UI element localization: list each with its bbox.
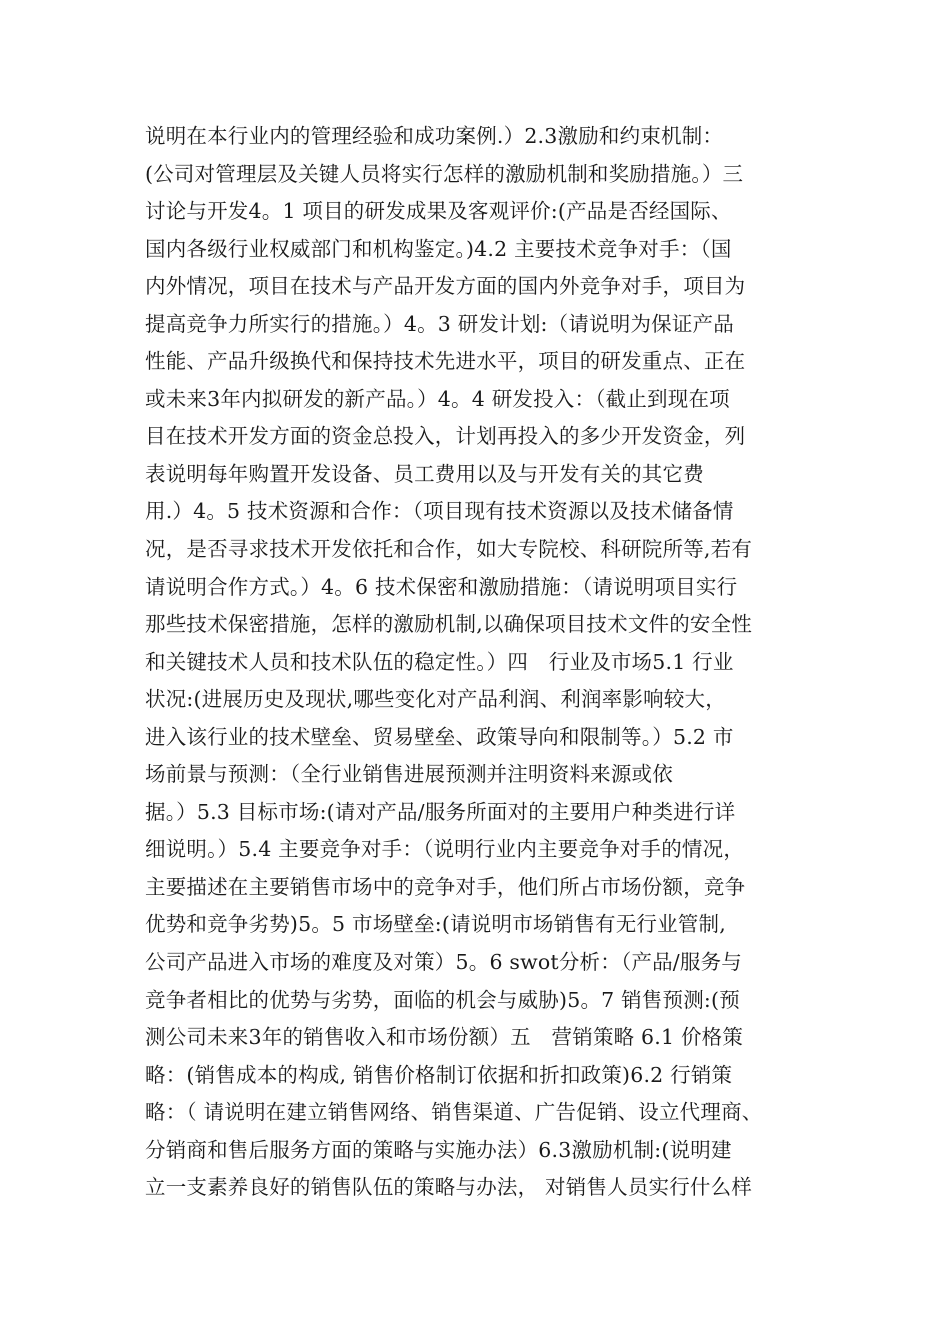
text-line: (公司对管理层及关键人员将实行怎样的激励机制和奖励措施。）三 <box>145 161 744 186</box>
text-line: 状况:(进展历史及现状,哪些变化对产品利润、利润率影响较大， <box>145 687 726 712</box>
text-line: 略：（ 请说明在建立销售网络、销售渠道、广告促销、设立代理商、 <box>145 1100 763 1125</box>
text-line: 目在技术开发方面的资金总投入，计划再投入的多少开发资金，列 <box>145 424 746 449</box>
text-line: 国内各级行业权威部门和机构鉴定。)4.2 主要技术竞争对手：（国 <box>145 236 732 261</box>
text-line: 优势和竞争劣势)5。5 市场壁垒:(请说明市场销售有无行业管制, <box>145 912 726 937</box>
text-line: 况，是否寻求技术开发依托和合作，如大专院校、科研院所等,若有 <box>145 537 753 562</box>
text-line: 或未来3年内拟研发的新产品。）4。4 研发投入：（截止到现在项 <box>145 386 730 411</box>
text-line: 性能、产品升级换代和保持技术先进水平，项目的研发重点、正在 <box>145 349 746 374</box>
text-line: 主要描述在主要销售市场中的竞争对手，他们所占市场份额，竞争 <box>145 874 746 899</box>
text-line: 进入该行业的技术壁垒、贸易壁垒、政策导向和限制等。）5.2 市 <box>145 724 734 749</box>
text-line: 讨论与开发4。1 项目的研发成果及客观评价:(产品是否经国际、 <box>145 199 732 224</box>
text-line: 测公司未来3年的销售收入和市场份额）五 营销策略 6.1 价格策 <box>145 1025 744 1050</box>
text-line: 和关键技术人员和技术队伍的稳定性。）四 行业及市场5.1 行业 <box>145 649 734 674</box>
text-line: 内外情况，项目在技术与产品开发方面的国内外竞争对手，项目为 <box>145 274 746 299</box>
text-line: 公司产品进入市场的难度及对策）5。6 swot分析：（产品/服务与 <box>145 950 743 975</box>
text-line: 据。）5.3 目标市场:(请对产品/服务所面对的主要用户种类进行详 <box>145 799 736 824</box>
text-line: 场前景与预测：（全行业销售进展预测并注明资料来源或依 <box>145 762 673 787</box>
text-line: 那些技术保密措施，怎样的激励机制,以确保项目技术文件的安全性 <box>145 612 753 637</box>
text-line: 请说明合作方式。）4。6 技术保密和激励措施：（请说明项目实行 <box>145 574 738 599</box>
text-line: 细说明。）5.4 主要竞争对手：（说明行业内主要竞争对手的情况， <box>145 837 745 862</box>
text-line: 用.）4。5 技术资源和合作：（项目现有技术资源以及技术储备情 <box>145 499 734 524</box>
text-line: 竞争者相比的优势与劣势，面临的机会与威胁)5。7 销售预测:(预 <box>145 987 740 1012</box>
text-line: 略：(销售成本的构成, 销售价格制订依据和折扣政策)6.2 行销策 <box>145 1062 733 1087</box>
body-text <box>145 118 810 1207</box>
text-line: 立一支素养良好的销售队伍的策略与办法， 对销售人员实行什么样 <box>145 1175 753 1200</box>
text-line: 提高竞争力所实行的措施。）4。3 研发计划:（请说明为保证产品 <box>145 311 734 336</box>
text-line: 分销商和售后服务方面的策略与实施办法）6.3激励机制:(说明建 <box>145 1137 732 1162</box>
text-line: 表说明每年购置开发设备、员工费用以及与开发有关的其它费 <box>145 461 704 486</box>
text-line: 说明在本行业内的管理经验和成功案例.）2.3激励和约束机制： <box>145 124 724 148</box>
